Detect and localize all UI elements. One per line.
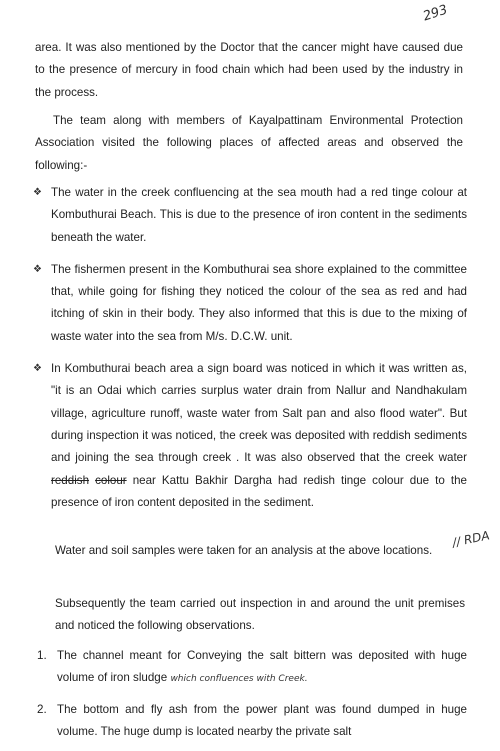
list-item xyxy=(37,699,467,744)
observations-list xyxy=(33,182,467,524)
observation-text: In Kombuthurai beach area a sign board was noticed in which it was written as, "it is an Odai which carries surplus water drain from Nallur and Nandhakulam village, agriculture runoff, waste water from Salt pan and also flood water". But during inspection it was noticed, the creek was deposited with reddish sediments and joining the sea through creek . It was also observed that the creek water xyxy=(51,362,467,465)
intro-paragraph: area. It was also mentioned by the Doctor that the cancer might have caused due to the presence of mercury in food chain which had been used by the industry in the process. xyxy=(35,41,463,99)
list-item xyxy=(33,358,467,514)
item-text: The channel meant for Conveying the salt bittern was deposited with huge volume of iron sludge xyxy=(57,649,467,685)
struck-word: reddish xyxy=(51,473,90,487)
bullet-icon: ❖ xyxy=(33,363,42,375)
team-visit-paragraph: The team along with members of Kayalpattinam Environmental Protection Association visited the following places of affected areas and observed the following:- xyxy=(35,114,463,172)
list-item xyxy=(33,182,467,249)
item-text: The bottom and fly ash from the power plant was found dumped in huge volume. The huge dump is located nearby the private salt xyxy=(57,702,467,738)
observation-text: The fishermen present in the Kombuthurai sea shore explained to the committee that, while going for fishing they noticed the colour of the sea as red and had itching of skin in their body. They also informed that this is due to the mixing of waste water into the sea from M/s. D.C.W. unit. xyxy=(51,262,467,343)
samples-paragraph: Water and soil samples were taken for an analysis at the above locations. xyxy=(55,544,433,557)
handwritten-page-number: 293 xyxy=(421,2,450,25)
bullet-icon: ❖ xyxy=(33,263,42,275)
inspection-paragraph: Subsequently the team carried out inspection in and around the unit premises and noticed the following observations. xyxy=(55,597,465,633)
bullet-icon: ❖ xyxy=(33,187,42,198)
list-item xyxy=(33,259,467,348)
list-item xyxy=(37,645,467,691)
observation-text: near Kattu Bakhir Dargha had redish tinge colour due to the presence of iron content deposited in the sediment. xyxy=(51,473,467,509)
handwritten-insertion: which confluences with Creek. xyxy=(170,674,308,685)
observation-text: The water in the creek confluencing at the sea mouth had a red tinge colour at Kombuthurai Beach. This is due to the presence of iron content in the sediments beneath the water. xyxy=(51,186,467,244)
struck-word: colour xyxy=(95,473,127,487)
item-number: 2. xyxy=(37,702,47,716)
numbered-observations-list xyxy=(37,645,467,751)
item-number: 1. xyxy=(37,649,47,662)
handwritten-margin-note: // RDA xyxy=(450,528,491,550)
